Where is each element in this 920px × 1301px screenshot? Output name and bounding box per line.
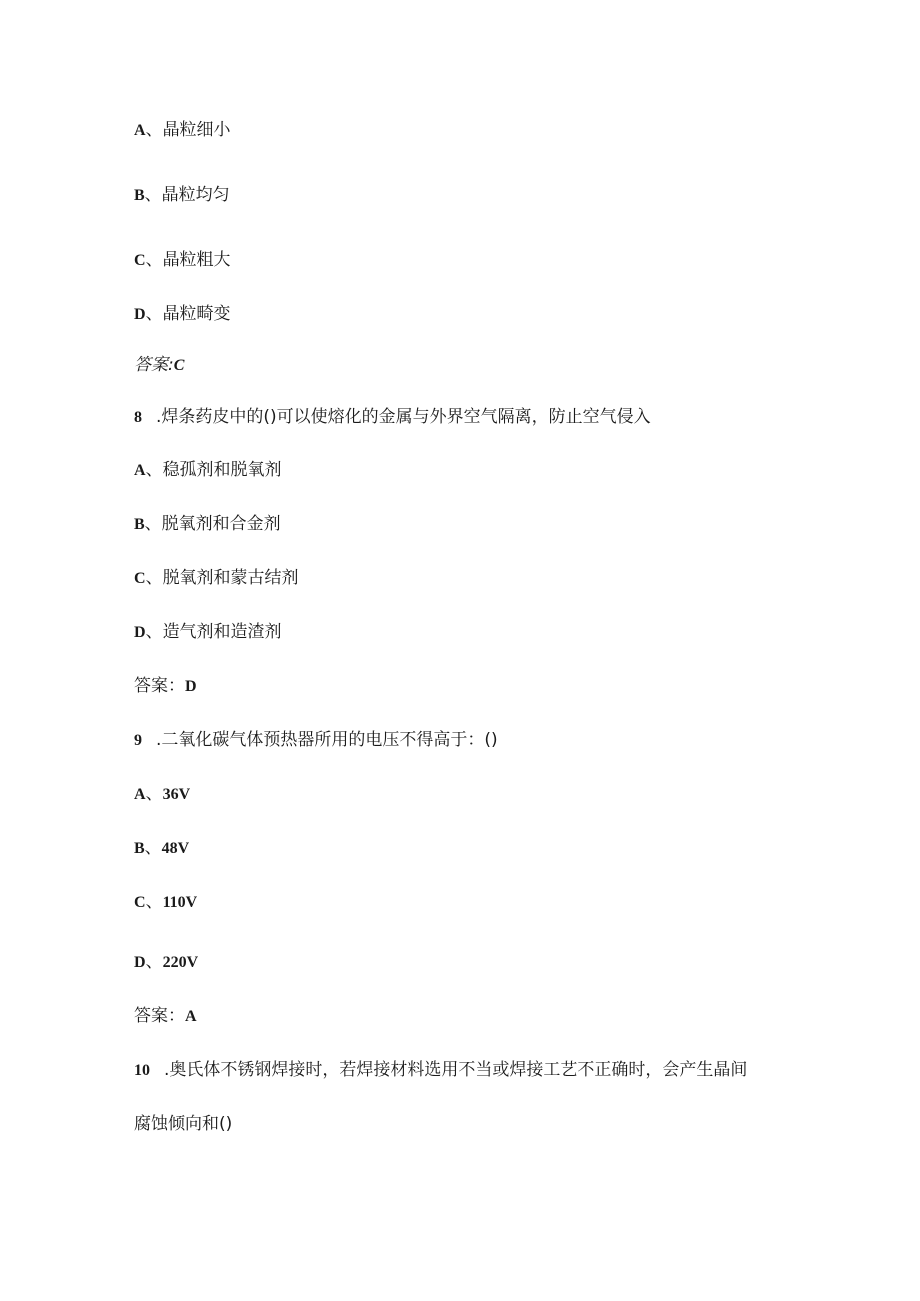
option-separator: 、 [144, 838, 162, 858]
option-text: 晶粒畸变 [162, 304, 231, 324]
option-separator: 、 [145, 952, 163, 972]
option-separator: 、 [145, 120, 163, 140]
answer-label: 答案： [134, 1006, 185, 1026]
option-separator: 、 [145, 250, 163, 270]
option-text: 脱氧剂和合金剂 [161, 514, 281, 534]
option-separator: 、 [145, 784, 163, 804]
option-separator: 、 [145, 460, 163, 480]
option-separator: 、 [145, 568, 163, 588]
q9-option-c [134, 891, 197, 914]
q10-stem-line1 [134, 1059, 747, 1082]
option-letter: B [134, 840, 145, 857]
option-letter: C [134, 894, 146, 911]
q8-option-d [134, 621, 282, 644]
option-letter: D [134, 624, 146, 641]
q10-stem-line2 [134, 1113, 232, 1135]
q8-answer [134, 675, 197, 698]
q7-answer [134, 354, 184, 377]
answer-value: D [185, 678, 197, 695]
option-separator: 、 [145, 892, 163, 912]
option-text: 110V [162, 894, 198, 911]
q7-option-c [134, 249, 231, 272]
option-separator: 、 [144, 185, 162, 205]
q7-option-b [134, 184, 230, 207]
q8-option-c [134, 567, 299, 590]
option-letter: C [134, 570, 146, 587]
q9-option-d [134, 951, 198, 974]
option-letter: A [134, 786, 146, 803]
option-letter: B [134, 187, 145, 204]
option-separator: 、 [145, 304, 163, 324]
question-number: 8 [134, 409, 142, 426]
option-letter: B [134, 516, 145, 533]
q9-stem [134, 729, 498, 752]
answer-value: C [173, 357, 185, 374]
option-text: 脱氧剂和蒙古结剂 [162, 568, 299, 588]
question-number: 10 [134, 1062, 150, 1079]
q9-answer [134, 1005, 197, 1028]
q8-option-b [134, 513, 281, 536]
option-text: 造气剂和造渣剂 [162, 622, 282, 642]
answer-label: 答案： [134, 676, 185, 696]
option-letter: A [134, 122, 146, 139]
question-text: .焊条药皮中的()可以使熔化的金属与外界空气隔离，防止空气侵入 [156, 407, 651, 427]
q8-stem [134, 406, 651, 429]
answer-value: A [185, 1008, 197, 1025]
answer-label: 答案: [134, 355, 174, 375]
q9-option-b [134, 837, 189, 860]
q7-option-d [134, 303, 231, 326]
q7-option-a [134, 119, 231, 142]
option-text: 48V [161, 840, 190, 857]
option-letter: A [134, 462, 146, 479]
q9-option-a [134, 783, 190, 806]
question-text: .奥氏体不锈钢焊接时，若焊接材料选用不当或焊接工艺不正确时，会产生晶间 [164, 1060, 748, 1080]
option-separator: 、 [144, 514, 162, 534]
question-text-continued: 腐蚀倾向和() [134, 1114, 233, 1134]
option-text: 220V [162, 954, 199, 971]
question-number: 9 [134, 732, 142, 749]
option-separator: 、 [145, 622, 163, 642]
option-text: 稳孤剂和脱氧剂 [162, 460, 282, 480]
q8-option-a [134, 459, 282, 482]
option-letter: D [134, 306, 146, 323]
option-text: 36V [162, 786, 191, 803]
option-text: 晶粒细小 [162, 120, 231, 140]
option-text: 晶粒粗大 [162, 250, 231, 270]
option-text: 晶粒均匀 [161, 185, 230, 205]
question-text: .二氧化碳气体预热器所用的电压不得高于：() [156, 730, 498, 750]
option-letter: D [134, 954, 146, 971]
option-letter: C [134, 252, 146, 269]
